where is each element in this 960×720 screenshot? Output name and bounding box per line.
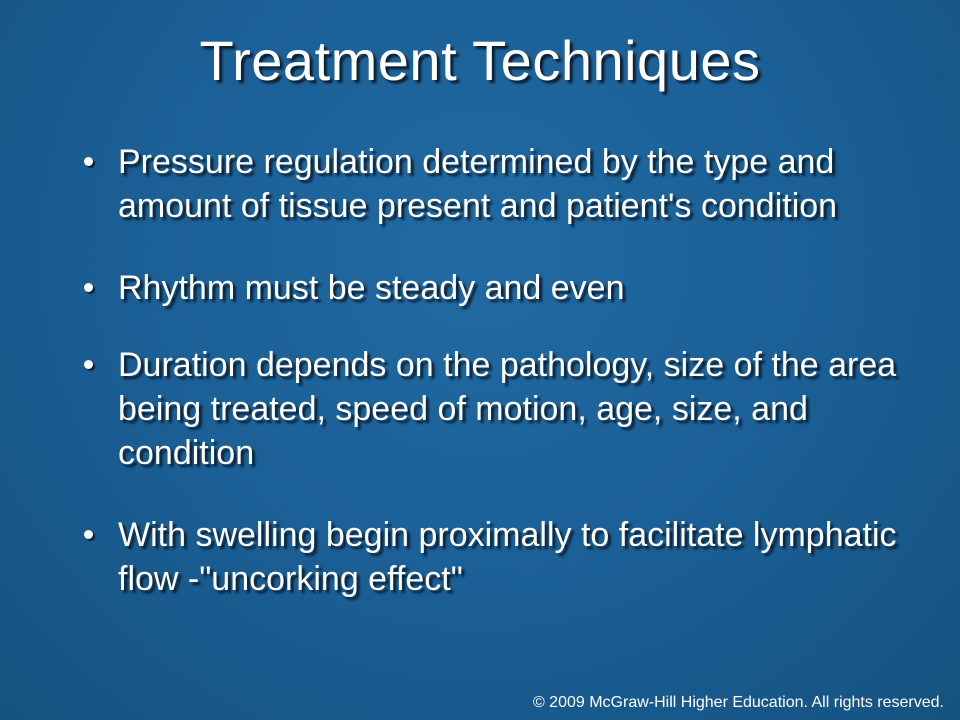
bullet-list	[78, 140, 908, 639]
bullet-text: With swelling begin proximally to facilitate lymphatic flow -"uncorking effect"	[118, 516, 897, 598]
bullet-dot-icon	[84, 283, 93, 292]
bullet-text: Rhythm must be steady and even	[118, 269, 625, 307]
bullet-item-duration	[78, 343, 908, 475]
bullet-dot-icon	[84, 530, 93, 539]
bullet-text: Pressure regulation determined by the type and amount of tissue present and patient's condition	[118, 143, 838, 225]
bullet-item-rhythm	[78, 266, 908, 310]
slide-title: Treatment Techniques	[199, 29, 761, 92]
bullet-dot-icon	[84, 157, 93, 166]
bullet-item-pressure	[78, 140, 908, 228]
copyright-footer: © 2009 McGraw-Hill Higher Education. All rights reserved.	[532, 694, 944, 711]
bullet-dot-icon	[84, 360, 93, 369]
bullet-text: Duration depends on the pathology, size of the area being treated, speed of motion, age, size, and condition	[118, 346, 897, 472]
bullet-item-swelling	[78, 513, 908, 601]
